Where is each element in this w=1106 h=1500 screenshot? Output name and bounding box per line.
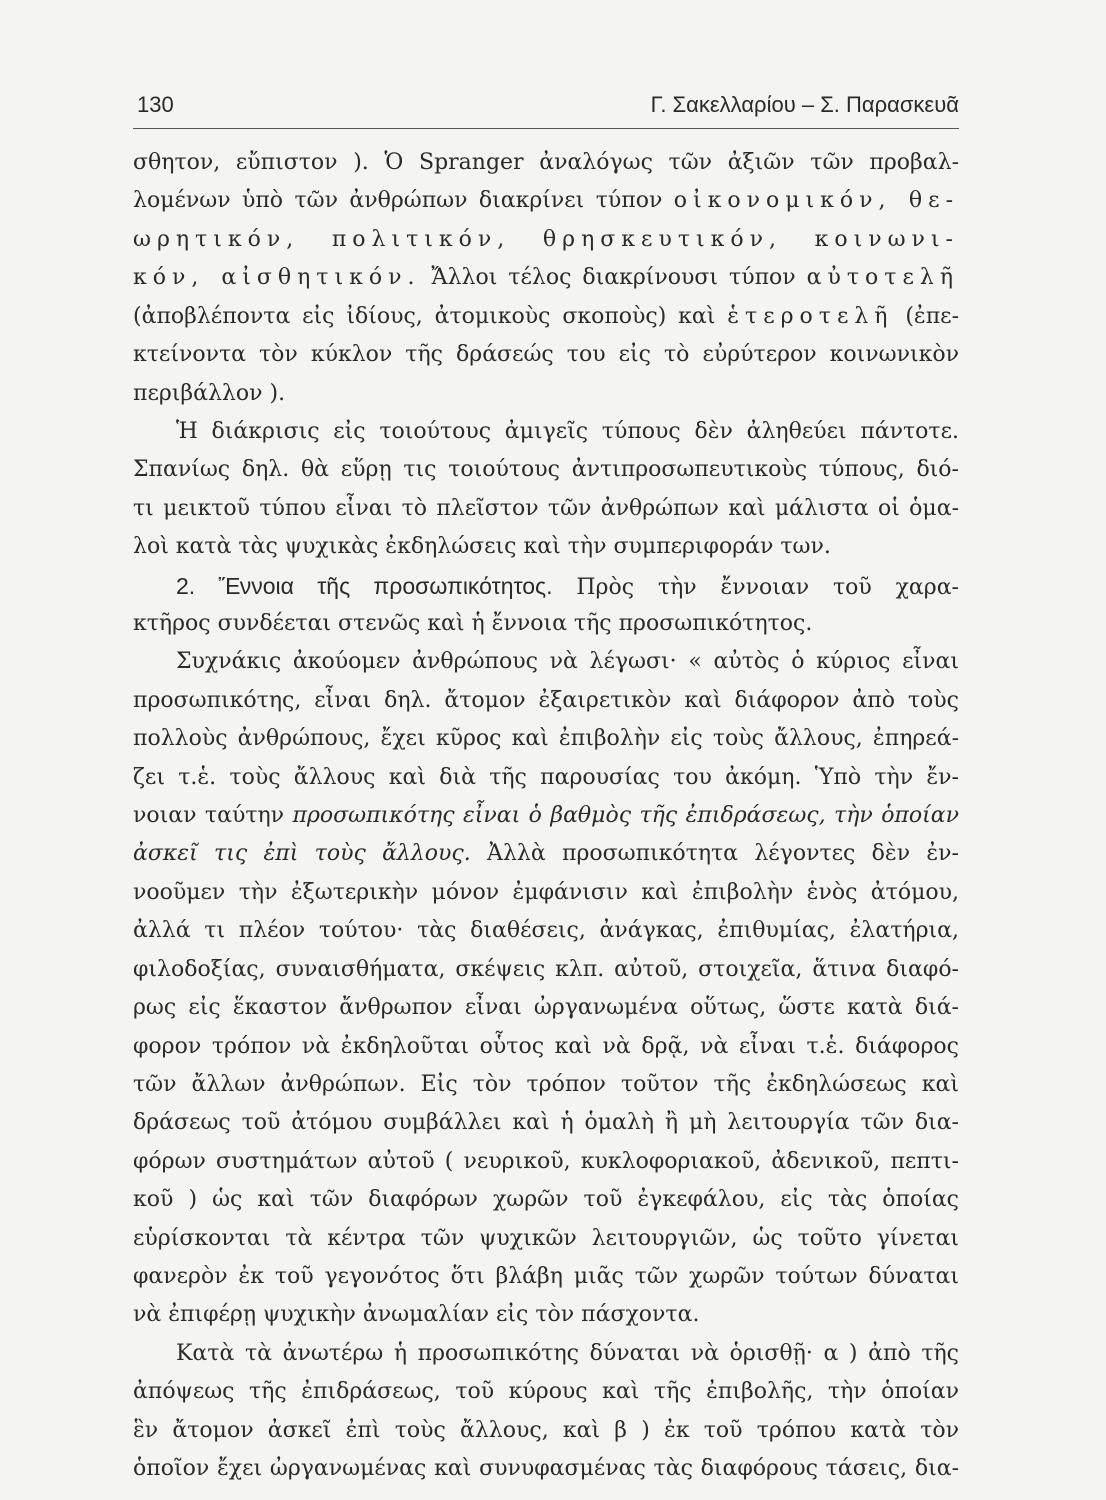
text-line: δράσεως τοῦ ἀτόμου συμβάλλει καὶ ἡ ὁμαλὴ ἢ μὴ λειτουργία τῶν δια- <box>133 1110 959 1136</box>
text-line: ἀσκεῖ τις ἐπὶ τοὺς ἄλλους. Ἀλλὰ προσωπικότητα λέγοντες δὲν ἐν- <box>133 841 959 867</box>
spaced-term: ἑτεροτελῆ <box>727 303 894 329</box>
page-header <box>133 92 959 129</box>
text-line: κοῦ ) ὡς καὶ τῶν διαφόρων χωρῶν τοῦ ἐγκεφάλου, εἰς τὰς ὁποίας <box>133 1187 959 1213</box>
text-line: κτῆρος συνδέεται στενῶς καὶ ἡ ἔννοια τῆς προσωπικότητος. <box>133 610 813 636</box>
text-line: νὰ ἐπιφέρῃ ψυχικὴν ἀνωμαλίαν εἰς τὸν πάσχοντα. <box>133 1302 700 1328</box>
text-line: σθητον, εὔπιστον ). Ὁ Spranger ἀναλόγως τῶν ἀξιῶν τῶν προβαλ- <box>133 150 959 175</box>
text-line: περιβάλλον ). <box>133 380 286 406</box>
text-line: τῶν ἄλλων ἀνθρώπων. Εἰς τὸν τρόπον τοῦτον τῆς ἐκδηλώσεως καὶ <box>133 1071 959 1097</box>
text-line: κτείνοντα τὸν κύκλον τῆς δράσεώς του εἰς τὸ εὐρύτερον κοινωνικὸν <box>133 342 959 368</box>
spaced-term: οἰκονομικόν, θε- <box>673 188 960 214</box>
text-line: Ἡ διάκρισις εἰς τοιούτους ἀμιγεῖς τύπους δὲν ἀληθεύει πάντοτε. <box>176 418 959 444</box>
text-line: ἀλλά τι πλέον τούτου· τὰς διαθέσεις, ἀνάγκας, ἐπιθυμίας, ἐλατήρια, <box>133 918 959 944</box>
text-line: κόν, αἰσθητικόν. Ἄλλοι τέλος διακρίνουσι τύπον αὐτοτελῆ <box>133 265 959 291</box>
text-line: λοὶ κατὰ τὰς ψυχικὰς ἐκδηλώσεις καὶ τὴν συμπεριφοράν των. <box>133 534 831 560</box>
text-line: ρως εἰς ἕκαστον ἄνθρωπον εἶναι ὠργανωμένα οὕτως, ὥστε κατὰ διά- <box>133 995 959 1021</box>
text-line: Κατὰ τὰ ἀνωτέρω ἡ προσωπικότης δύναται νὰ ὁρισθῇ· α ) ἀπὸ τῆς <box>176 1340 959 1366</box>
text-line: φόρων συστημάτων αὐτοῦ ( νευρικοῦ, κυκλοφοριακοῦ, ἀδενικοῦ, πεπτι- <box>133 1148 959 1174</box>
section-heading-line: 2. Ἔννοια τῆς προσωπικότητος. Πρὸς τὴν ἔννοιαν τοῦ χαρα- <box>176 572 959 600</box>
text-line: ὁποῖον ἔχει ὠργανωμένας καὶ συνυφασμένας τὰς διαφόρους τάσεις, δια- <box>133 1456 959 1481</box>
text-line: ἓν ἄτομον ἀσκεῖ ἐπὶ τοὺς ἄλλους, καὶ β ) ἐκ τοῦ τρόπου κατὰ τὸν <box>133 1417 959 1443</box>
text-line: φιλοδοξίας, συναισθήματα, σκέψεις κλπ. αὐτοῦ, στοιχεῖα, ἅτινα διαφό- <box>133 956 959 982</box>
section-heading: 2. Ἔννοια τῆς προσωπικότητος. <box>176 572 553 599</box>
text-line: νοιαν ταύτην προσωπικότης εἶναι ὁ βαθμὸς τῆς ἐπιδράσεως, τὴν ὁποίαν <box>133 803 959 828</box>
text-line: τι μεικτοῦ τύπου εἶναι τὸ πλεῖστον τῶν ἀνθρώπων καὶ μάλιστα οἱ ὁμα- <box>133 495 959 521</box>
text-line: ζει τ.ἑ. τοὺς ἄλλους καὶ διὰ τῆς παρουσίας του ἀκόμη. Ὑπὸ τὴν ἔν- <box>133 764 959 790</box>
spaced-term: αὐτοτελῆ <box>806 265 959 291</box>
text-line: ἀπόψεως τῆς ἐπιδράσεως, τοῦ κύρους καὶ τῆς ἐπιβολῆς, τὴν ὁποίαν <box>133 1379 959 1405</box>
italic-definition: προσωπικότης εἶναι ὁ βαθμὸς τῆς ἐπιδράσεως, τὴν ὁποίαν <box>292 803 959 828</box>
text-line: εὑρίσκονται τὰ κέντρα τῶν ψυχικῶν λειτουργιῶν, ὡς τοῦτο γίνεται <box>133 1225 959 1251</box>
text-line: Συχνάκις ἀκούομεν ἀνθρώπους νὰ λέγωσι· « αὐτὸς ὁ κύριος εἶναι <box>176 649 959 675</box>
italic-definition: ἀσκεῖ τις ἐπὶ τοὺς ἄλλους. <box>133 841 471 867</box>
text-line: πολλοὺς ἀνθρώπους, ἔχει κῦρος καὶ ἐπιβολὴν εἰς τοὺς ἄλλους, ἐπηρεά- <box>133 726 959 752</box>
page-number: 130 <box>137 92 174 117</box>
text-line: νοοῦμεν τὴν ἐξωτερικὴν μόνον ἐμφάνισιν καὶ ἐπιβολὴν ἑνὸς ἀτόμου, <box>133 879 959 905</box>
text-line: Σπανίως δηλ. θὰ εὕρῃ τις τοιούτους ἀντιπροσωπευτικοὺς τύπους, διό- <box>133 457 959 483</box>
text-line: φανερὸν ἐκ τοῦ γεγονότος ὅτι βλάβη μιᾶς τῶν χωρῶν τούτων δύναται <box>133 1263 959 1289</box>
spaced-term: κόν, αἰσθητικόν. <box>133 265 421 291</box>
text-line: (ἀποβλέποντα εἰς ἰδίους, ἀτομικοὺς σκοποὺς) καὶ ἑτεροτελῆ (ἐπε- <box>133 303 959 329</box>
text-line: προσωπικότης, εἶναι δηλ. ἄτομον ἐξαιρετικὸν καὶ διάφορον ἀπὸ τοὺς <box>133 687 959 713</box>
text-line: ωρητικόν, πολιτικόν, θρησκευτικόν, κοινωνι- <box>133 226 959 252</box>
text-line: λομένων ὑπὸ τῶν ἀνθρώπων διακρίνει τύπον οἰκονομικόν, θε- <box>133 188 960 214</box>
running-title: Γ. Σακελλαρίου – Σ. Παρασκευᾶ <box>650 92 959 117</box>
text-line: φορον τρόπον νὰ ἐκδηλοῦται οὗτος καὶ νὰ δρᾷ, νὰ εἶναι τ.ἑ. διάφορος <box>133 1033 959 1059</box>
